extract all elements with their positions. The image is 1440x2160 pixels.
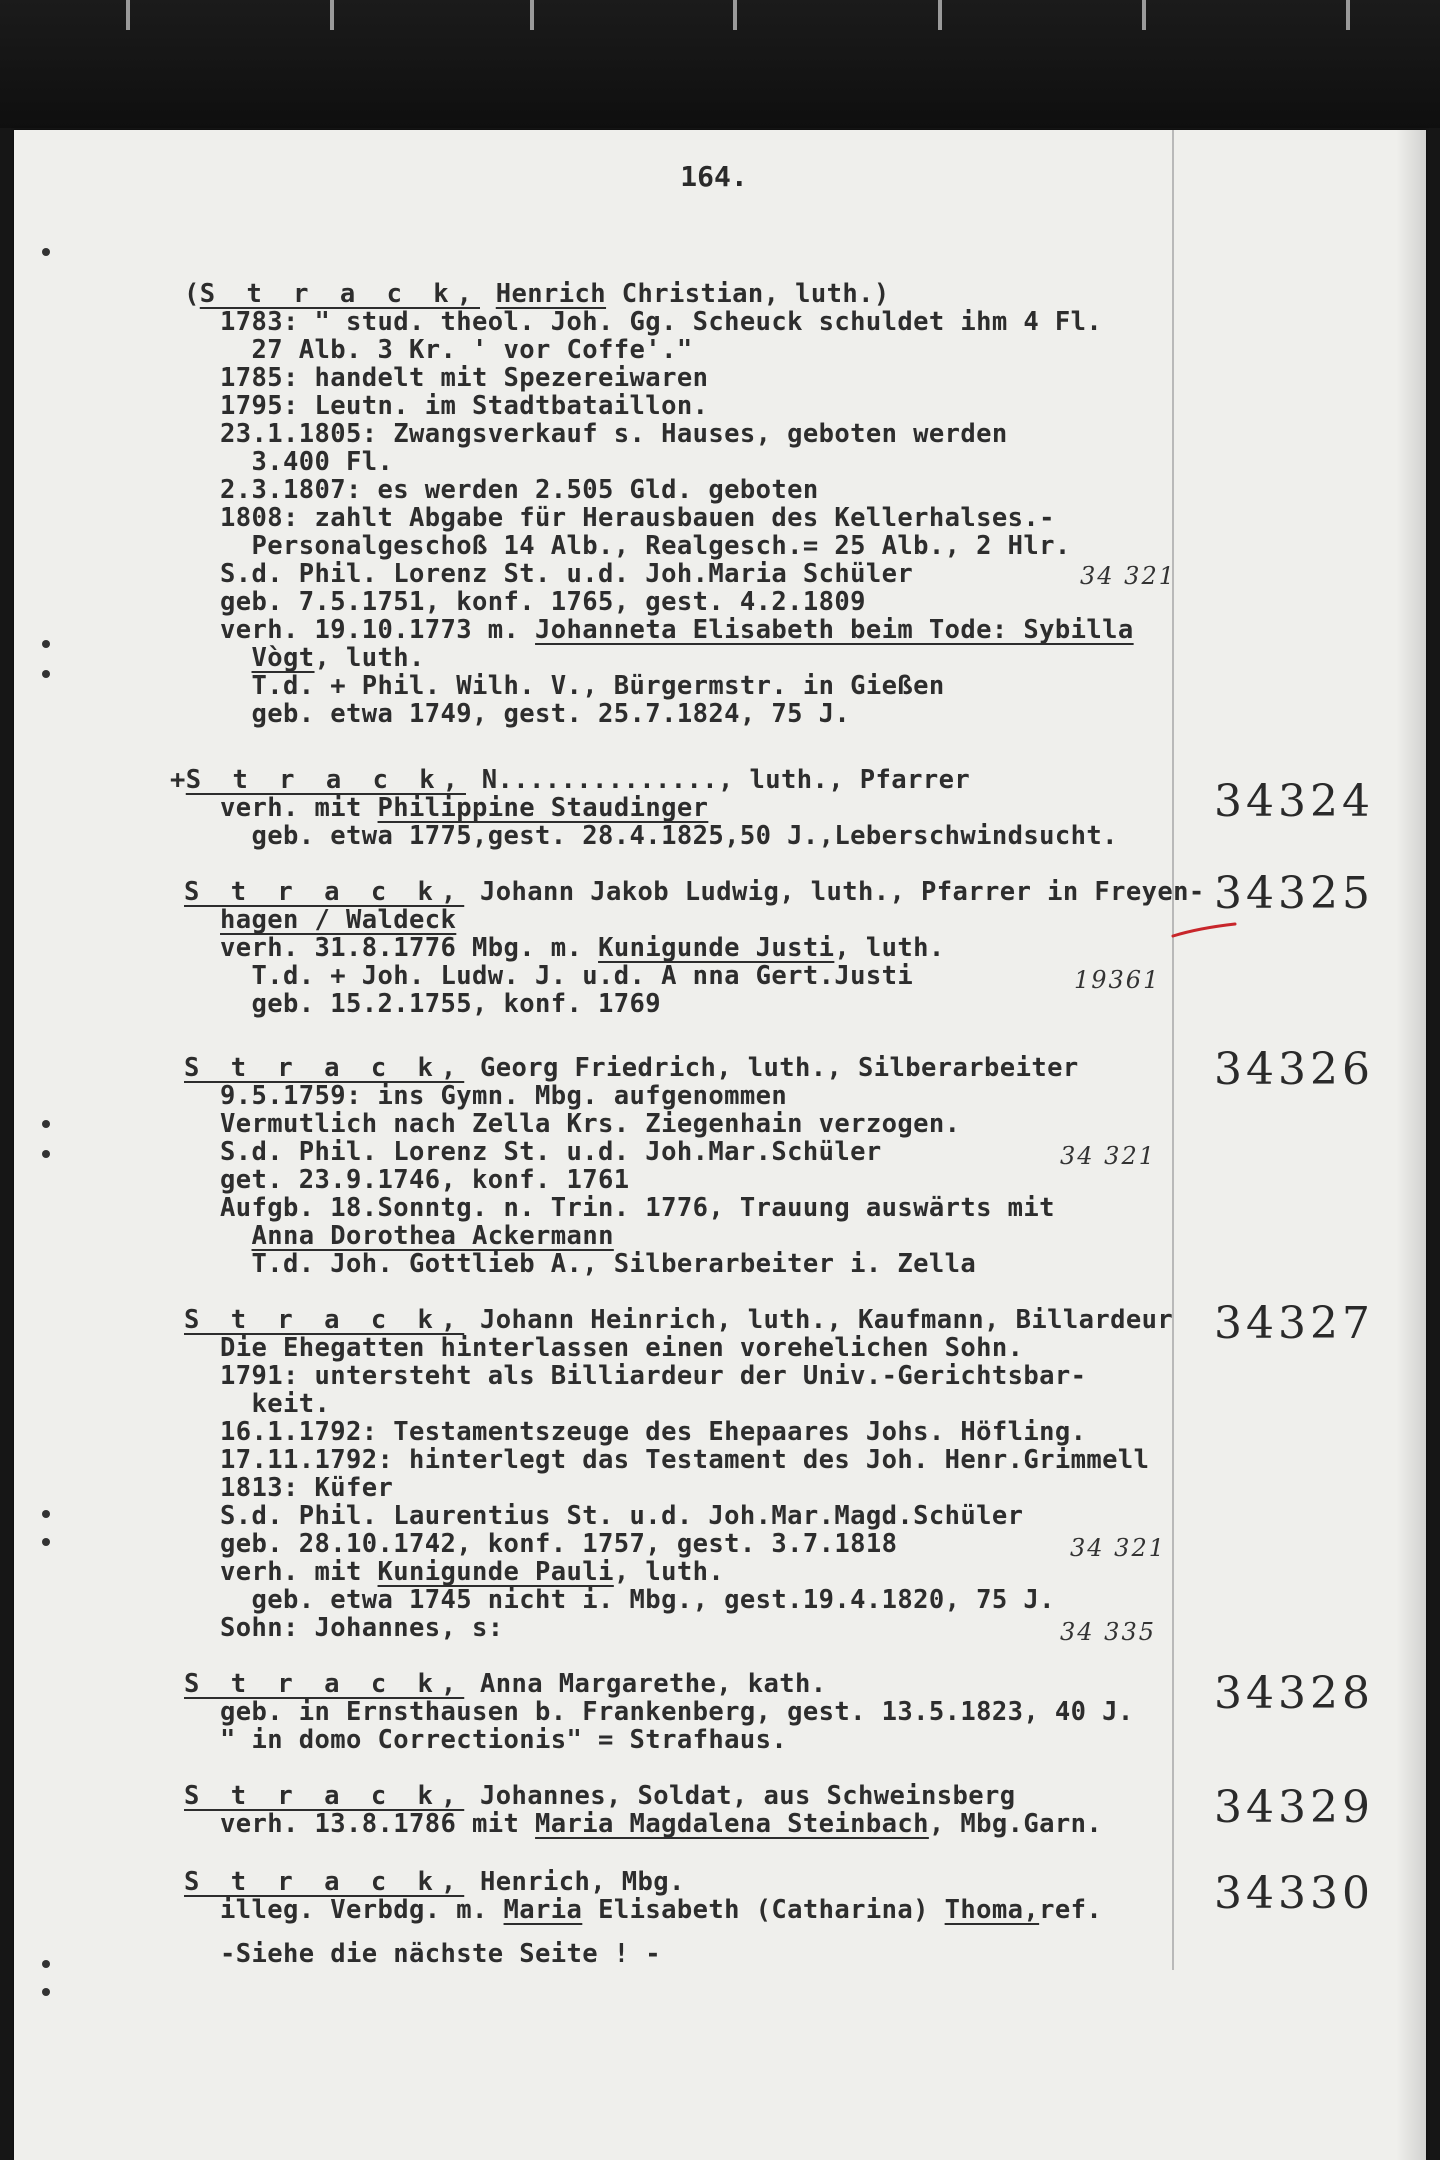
entry-heading <box>170 766 970 794</box>
entry-line: " in domo Correctionis" = Strafhaus. <box>220 1725 788 1755</box>
punch-hole <box>42 1538 50 1546</box>
scanner-tick <box>938 0 942 30</box>
surname: S t r a c k, <box>184 1867 465 1897</box>
heading-rest: Johann Jakob Ludwig, luth., Pfarrer in Freyen- <box>464 877 1205 907</box>
entry-line: 1783: " stud. theol. Joh. Gg. Scheuck schuldet ihm 4 Fl. <box>220 307 1103 337</box>
spouse-name: Kunigunde Pauli <box>377 1557 614 1587</box>
entry-line: 27 Alb. 3 Kr. ' vor Coffe'." <box>220 335 693 365</box>
spouse-line <box>220 1558 724 1586</box>
entry-number: 34326 <box>1214 1044 1374 1095</box>
punch-hole <box>42 1120 50 1128</box>
handwritten-reference: 34 321 <box>1070 1534 1166 1562</box>
heading-rest: Johannes, Soldat, aus Schweinsberg <box>464 1781 1016 1811</box>
entry-number: 34324 <box>1214 776 1374 827</box>
entry-line: 9.5.1759: ins Gymn. Mbg. aufgenommen <box>220 1081 788 1111</box>
spouse-prefix: verh. 13.8.1786 mit <box>220 1809 536 1839</box>
scanner-tick <box>530 0 534 30</box>
entry-line: 1813: Küfer <box>220 1473 394 1503</box>
spouse-line-cont <box>220 644 425 672</box>
punch-hole <box>42 1150 50 1158</box>
punch-hole <box>42 640 50 648</box>
entry-line: 17.11.1792: hinterlegt das Testament des Joh. Henr.Grimmell <box>220 1445 1150 1475</box>
scanner-strip <box>0 0 1440 128</box>
handwritten-reference: 19361 <box>1074 966 1161 994</box>
spouse-rest: , Mbg.Garn. <box>928 1809 1103 1839</box>
surname: S t r a c k, <box>199 279 480 309</box>
entry-line: keit. <box>220 1389 331 1419</box>
entry-line: geb. 28.10.1742, konf. 1757, gest. 3.7.1818 <box>220 1529 898 1559</box>
entry-line: 3.400 Fl. <box>220 447 394 477</box>
entry-number: 34330 <box>1214 1868 1374 1919</box>
entry-number: 34328 <box>1214 1668 1374 1719</box>
handwritten-reference: 34 321 <box>1060 1142 1156 1170</box>
spouse-name: Philippine Staudinger <box>377 793 709 823</box>
surname: S t r a c k, <box>184 1053 465 1083</box>
spouse-prefix: verh. mit <box>220 1557 378 1587</box>
punch-hole <box>42 1988 50 1996</box>
spouse-name: Maria <box>503 1895 583 1925</box>
spouse-rest: Elisabeth (Catharina) <box>582 1895 945 1925</box>
punch-hole <box>42 1960 50 1968</box>
entry-heading <box>184 280 890 308</box>
spouse-line <box>220 1896 1102 1924</box>
spouse-name: Anna Dorothea Ackermann <box>251 1221 614 1251</box>
spouse-name: Johanneta Elisabeth beim Tode: Sybilla <box>535 615 1134 645</box>
heading-prefix: + <box>170 765 186 795</box>
entry-heading <box>184 1670 827 1698</box>
entry-line: Sohn: Johannes, s: <box>220 1613 504 1643</box>
spouse-rest: , luth. <box>613 1557 725 1587</box>
heading-rest: Georg Friedrich, luth., Silberarbeiter <box>464 1053 1079 1083</box>
entry-line: geb. etwa 1775,gest. 28.4.1825,50 J.,Leberschwindsucht. <box>220 821 1118 851</box>
spouse-line <box>220 616 1134 644</box>
entry-line: 23.1.1805: Zwangsverkauf s. Hauses, geboten werden <box>220 419 1008 449</box>
entry-line: geb. in Ernsthausen b. Frankenberg, gest. 13.5.1823, 40 J. <box>220 1697 1134 1727</box>
entry-line: Aufgb. 18.Sonntg. n. Trin. 1776, Trauung auswärts mit <box>220 1193 1055 1223</box>
entry-line: geb. 15.2.1755, konf. 1769 <box>220 989 662 1019</box>
entry-heading <box>184 878 1205 906</box>
spouse-prefix: illeg. Verbdg. m. <box>220 1895 504 1925</box>
handwritten-reference: 34 335 <box>1060 1618 1156 1646</box>
entry-line: hagen / Waldeck <box>220 905 457 935</box>
heading-rest: Henrich, Mbg. <box>464 1867 685 1897</box>
entry-heading <box>184 1306 1173 1334</box>
surname: S t r a c k, <box>184 1305 465 1335</box>
page-number: 164. <box>680 160 748 193</box>
entry-line: S.d. Phil. Lorenz St. u.d. Joh.Mar.Schüler <box>220 1137 882 1167</box>
spouse-name-2: Thoma, <box>944 1895 1040 1925</box>
spouse-rest: , luth. <box>834 933 945 963</box>
entry-line: T.d. Joh. Gottlieb A., Silberarbeiter i. Zella <box>220 1249 977 1279</box>
heading-prefix: ( <box>184 279 200 309</box>
document-page <box>14 130 1426 2160</box>
punch-hole <box>42 1510 50 1518</box>
red-check-mark <box>1169 920 1239 942</box>
entry-number: 34325 <box>1214 868 1374 919</box>
scanner-tick <box>126 0 130 30</box>
entry-line: T.d. + Joh. Ludw. J. u.d. A nna Gert.Justi <box>220 961 914 991</box>
entry-line: S.d. Phil. Lorenz St. u.d. Joh.Maria Schüler <box>220 559 914 589</box>
entry-line: 16.1.1792: Testamentszeuge des Ehepaares Johs. Höfling. <box>220 1417 1087 1447</box>
spouse-prefix <box>220 1221 252 1251</box>
entry-line: 1795: Leutn. im Stadtbataillon. <box>220 391 709 421</box>
spouse-line <box>220 1222 614 1250</box>
spouse-prefix: verh. 19.10.1773 m. <box>220 615 536 645</box>
heading-rest: Johann Heinrich, luth., Kaufmann, Billardeur <box>464 1305 1174 1335</box>
entry-line: S.d. Phil. Laurentius St. u.d. Joh.Mar.Magd.Schüler <box>220 1501 1024 1531</box>
spouse-line <box>220 934 945 962</box>
spouse-rest-2: ref. <box>1039 1895 1103 1925</box>
entry-line: T.d. + Phil. Wilh. V., Bürgermstr. in Gießen <box>220 671 945 701</box>
spouse-prefix: verh. mit <box>220 793 378 823</box>
entry-line: geb. etwa 1749, gest. 25.7.1824, 75 J. <box>220 699 851 729</box>
surname: S t r a c k, <box>184 877 465 907</box>
spouse-prefix: verh. 31.8.1776 Mbg. m. <box>220 933 599 963</box>
punch-hole <box>42 248 50 256</box>
entry-line: 2.3.1807: es werden 2.505 Gld. geboten <box>220 475 819 505</box>
entry-line: 1785: handelt mit Spezereiwaren <box>220 363 709 393</box>
surname: S t r a c k, <box>184 1669 465 1699</box>
spouse-name: Kunigunde Justi <box>598 933 835 963</box>
handwritten-reference: 34 321 <box>1080 562 1176 590</box>
entry-line: get. 23.9.1746, konf. 1761 <box>220 1165 630 1195</box>
entry-number: 34329 <box>1214 1782 1374 1833</box>
heading-rest: Christian, luth.) <box>606 279 890 309</box>
punch-hole <box>42 670 50 678</box>
heading-rest: Anna Margarethe, kath. <box>464 1669 827 1699</box>
entry-heading <box>184 1782 1016 1810</box>
entry-heading <box>184 1054 1079 1082</box>
margin-rule <box>1172 130 1174 1970</box>
spouse-line <box>220 794 708 822</box>
entry-line: 1791: untersteht als Billiardeur der Univ.-Gerichtsbar- <box>220 1361 1087 1391</box>
spouse-name: Maria Magdalena Steinbach <box>535 1809 929 1839</box>
continuation-note: -Siehe die nächste Seite ! - <box>220 1939 662 1969</box>
entry-line: Vermutlich nach Zella Krs. Ziegenhain verzogen. <box>220 1109 961 1139</box>
spouse-name: Vògt <box>251 643 315 673</box>
entry-line: 1808: zahlt Abgabe für Herausbauen des Kellerhalses.- <box>220 503 1055 533</box>
entry-line: Personalgeschoß 14 Alb., Realgesch.= 25 Alb., 2 Hlr. <box>220 531 1071 561</box>
entry-heading <box>184 1868 685 1896</box>
scanner-tick <box>330 0 334 30</box>
spouse-rest: , luth. <box>314 643 425 673</box>
entry-number: 34327 <box>1214 1298 1374 1349</box>
scanner-tick <box>1142 0 1146 30</box>
scanner-tick <box>733 0 737 30</box>
entry-line: Die Ehegatten hinterlassen einen vorehelichen Sohn. <box>220 1333 1024 1363</box>
scanner-tick <box>1346 0 1350 30</box>
entry-line: geb. 7.5.1751, konf. 1765, gest. 4.2.1809 <box>220 587 866 617</box>
entry-line: geb. etwa 1745 nicht i. Mbg., gest.19.4.1820, 75 J. <box>220 1585 1055 1615</box>
surname: S t r a c k, <box>185 765 466 795</box>
heading-rest: N.............., luth., Pfarrer <box>466 765 971 795</box>
given-name: Henrich <box>495 279 607 309</box>
surname: S t r a c k, <box>184 1781 465 1811</box>
spouse-line <box>220 1810 1102 1838</box>
